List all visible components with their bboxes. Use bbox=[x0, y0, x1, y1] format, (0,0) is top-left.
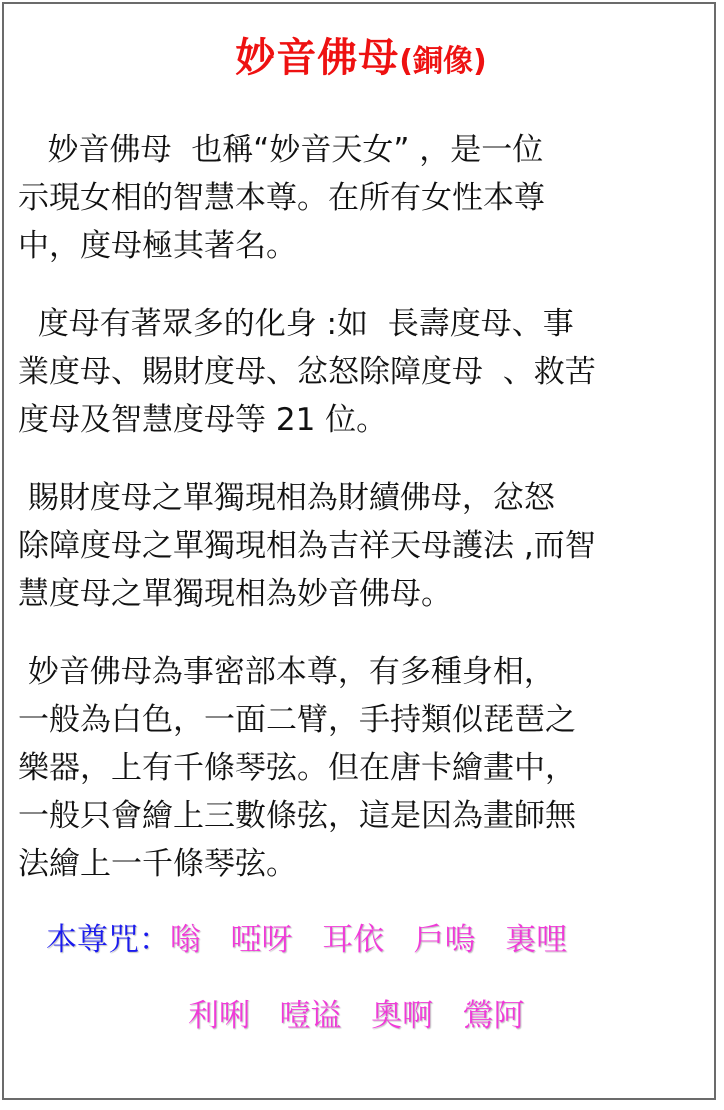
paragraph-intro bbox=[18, 126, 700, 270]
paragraph-line: 法繪上一千條琴弦。 bbox=[18, 846, 297, 882]
mantra-label: 本尊咒： bbox=[46, 922, 170, 958]
mantra-line-2 bbox=[188, 996, 525, 1036]
paragraph-line: 妙音佛母為事密部本尊，有多種身相， bbox=[18, 654, 555, 690]
paragraph-tara-forms bbox=[18, 300, 700, 444]
document-frame bbox=[2, 2, 716, 1100]
paragraph-line: 除障度母之單獨現相為吉祥天母護法 ,而智 bbox=[18, 528, 596, 564]
paragraph-line: 業度母、賜財度母、忿怒除障度母 、救苦 bbox=[18, 354, 596, 390]
mantra-syllables: 利唎 噎谥 奧啊 鶯阿 bbox=[188, 998, 525, 1034]
paragraph-line: 一般只會繪上三數條弦，這是因為畫師無 bbox=[18, 798, 576, 834]
paragraph-line: 樂器，上有千條琴弦。但在唐卡繪畫中， bbox=[18, 750, 576, 786]
mantra-line-1 bbox=[46, 920, 567, 960]
paragraph-line: 度母有著眾多的化身 :如 長壽度母、事 bbox=[18, 306, 574, 342]
paragraph-manifestations bbox=[18, 474, 700, 618]
title-subtitle: (銅像) bbox=[399, 44, 487, 79]
title-main: 妙音佛母 bbox=[235, 35, 400, 81]
paragraph-line: 妙音佛母 也稱“妙音天女” ，是一位 bbox=[18, 132, 544, 168]
paragraph-line: 中，度母極其著名。 bbox=[18, 228, 297, 264]
paragraph-description bbox=[18, 648, 700, 888]
paragraph-line: 度母及智慧度母等 21 位。 bbox=[18, 402, 388, 438]
mantra-syllables: 嗡 啞呀 耳依 戶嗚 裏哩 bbox=[170, 922, 568, 958]
paragraph-line: 示現女相的智慧本尊。在所有女性本尊 bbox=[18, 180, 545, 216]
page-title bbox=[4, 26, 718, 83]
paragraph-line: 賜財度母之單獨現相為財續佛母，忿怒 bbox=[18, 480, 555, 516]
paragraph-line: 慧度母之單獨現相為妙音佛母。 bbox=[18, 576, 452, 612]
paragraph-line: 一般為白色，一面二臂，手持類似琵琶之 bbox=[18, 702, 576, 738]
